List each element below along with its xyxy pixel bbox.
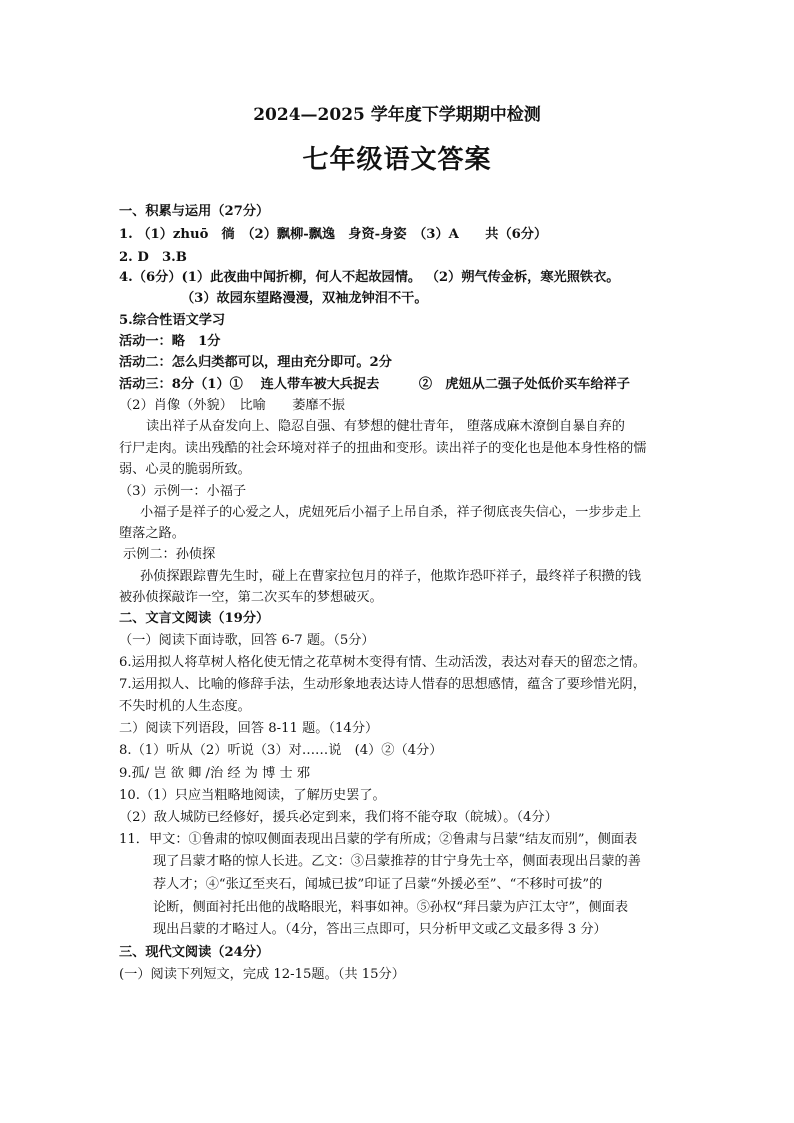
answer-line: 荐人才；④“张辽至夹石，闻城已拔”印证了吕蒙“外援必至”、“不移时可拔”的 [153,877,603,892]
section-heading: 三、现代文阅读（24分） [119,945,270,960]
answer-line: 堕落之路。 [119,526,185,541]
answer-line: 活动二：怎么归类都可以，理由充分即可。2分 [119,355,392,370]
section-heading: 一、积累与运用（27分） [119,204,270,219]
answer-line: 孙侦探跟踪曹先生时，碰上在曹家拉包月的祥子，他欺诈恐吓祥子，最终祥子积攒的钱 [140,569,642,584]
answer-line: 弱、心灵的脆弱所致。 [119,462,251,477]
answer-line: 行尸走肉。读出残酷的社会环境对祥子的扭曲和变形。读出祥子的变化也是他本身性格的懦 [119,441,647,456]
answer-line: （2）敌人城防已经修好，援兵必定到来，我们将不能夺取（皖城）。（4分） [119,810,558,825]
answer-line: 示例二：孙侦探 [123,547,216,562]
answer-line: （2）肖像（外貌） 比喻 萎靡不振 [119,398,345,413]
answer-line: 读出祥子从奋发向上、隐忍自强、有梦想的健壮青年， 堕落成麻木潦倒自暴自弃的 [146,419,625,434]
answer-line: 现了吕蒙才略的惊人长进。乙文：③吕蒙推荐的甘宁身先士卒，侧面表现出吕蒙的善 [153,854,641,869]
answer-line: 被孙侦探敲诈一空，第二次买车的梦想破灭。 [119,590,383,605]
answer-line: 活动三：8分（1）① 连人带车被大兵捉去 ② 虎妞从二强子处低价买车给祥子 [119,377,630,392]
answer-line: 6.运用拟人将草树人格化使无情之花草树木变得有情、生动活泼，表达对春天的留恋之情。 [119,655,646,670]
answer-line: 不失时机的人生态度。 [119,699,251,714]
answer-line: 5.综合性语文学习 [119,313,226,328]
answer-line: 11．甲文：①鲁肃的惊叹侧面表现出吕蒙的学有所成；②鲁肃与吕蒙“结友而别”，侧面表 [119,832,638,847]
answer-line: 10.（1）只应当粗略地阅读，了解历史罢了。 [119,788,386,803]
answer-line: (一）阅读下列短文，完成 12-15题。（共 15分） [119,967,405,982]
answer-line: 现出吕蒙的才略过人。（4分，答出三点即可，只分析甲文或乙文最多得 3 分） [153,922,607,937]
answer-line: 二）阅读下列语段，回答 8-11 题。（14分） [119,721,379,736]
answer-line: 9.孤/ 岂 欲 卿 /治 经 为 博 士 邪 [119,766,311,781]
answer-line: 论断，侧面衬托出他的战略眼光，料事如神。⑤孙权“拜吕蒙为庐江太守”，侧面表 [153,900,629,915]
answer-line: 1. （1）zhuō 徜 （2）飘柳-飘逸 身资-身姿 （3）A 共（6分） [119,227,548,242]
answer-line: 8.（1）听从（2）听说（3）对……说 (4）②（4分） [119,743,443,758]
answer-line: （3）故园东望路漫漫，双袖龙钟泪不干。 [181,291,428,306]
page-title: 七年级语文答案 [302,145,492,175]
answer-line: 小福子是祥子的心爱之人，虎妞死后小福子上吊自杀，祥子彻底丧失信心，一步步走上 [140,505,642,520]
answer-line: （一）阅读下面诗歌，回答 6-7 题。（5分） [119,633,375,648]
answer-line: 活动一：略 1分 [119,334,221,349]
answer-line: 7.运用拟人、比喻的修辞手法，生动形象地表达诗人惜春的思想感情，蕴含了要珍惜光阴， [119,677,646,692]
exam-title: 2024—2025 学年度下学期期中检测 [253,105,541,125]
answer-line: （3）示例一：小福子 [119,484,247,499]
answer-line: 4.（6分）(1）此夜曲中闻折柳，何人不起故园情。 （2）朔气传金柝，寒光照铁衣。 [119,270,620,285]
answer-line: 2. D 3.B [119,250,187,265]
section-heading: 二、文言文阅读（19分） [119,611,270,626]
